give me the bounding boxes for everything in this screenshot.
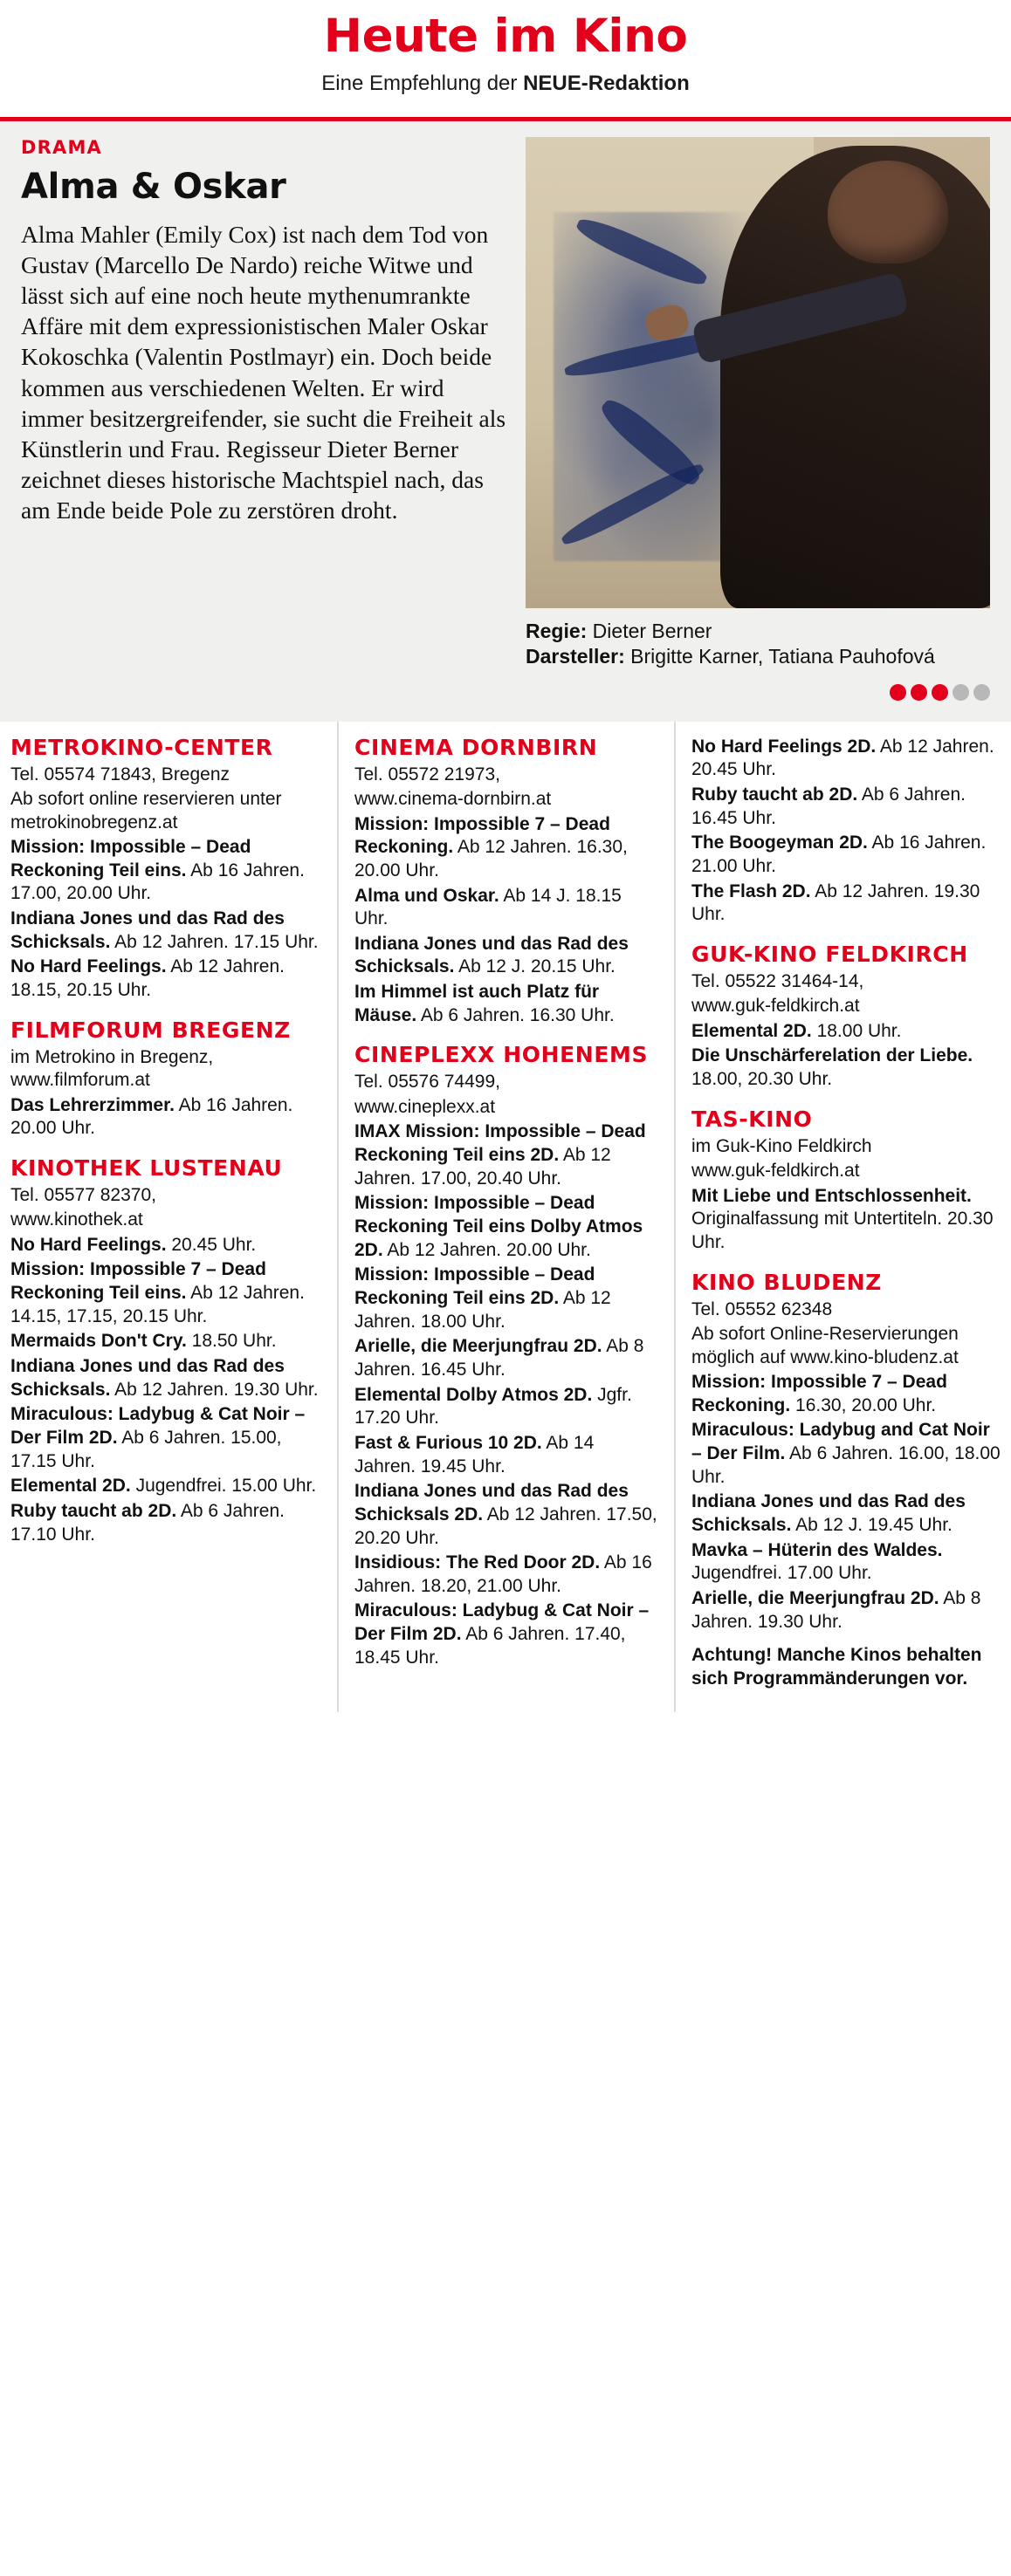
cinema-info: Tel. 05572 21973,	[354, 764, 500, 784]
film-listing	[354, 1264, 658, 1333]
film-title: Miraculous: Ladybug and Cat Noir – Der Film.	[691, 1420, 990, 1463]
cinema-info: www.kinothek.at	[10, 1209, 143, 1230]
film-showtimes: Originalfassung mit Untertiteln. 20.30 Uhr.	[691, 1209, 994, 1252]
film-listing	[354, 885, 658, 931]
cinema-info: www.guk-feldkirch.at	[691, 996, 860, 1017]
film-listing	[10, 1258, 321, 1328]
film-showtimes: Ab 12 J. 19.45 Uhr.	[791, 1514, 953, 1535]
feature-media-column	[526, 137, 990, 702]
film-listing	[354, 813, 658, 883]
film-showtimes: Ab 12 Jahren. 18.00 Uhr.	[354, 1287, 611, 1332]
rating-dot	[953, 684, 969, 701]
film-listing	[10, 836, 321, 906]
film-showtimes: Ab 14 J. 18.15 Uhr.	[354, 885, 622, 929]
film-showtimes: Ab 14 Jahren. 19.45 Uhr.	[354, 1432, 595, 1476]
film-listing	[10, 908, 321, 954]
film-listing	[691, 1419, 1001, 1489]
film-title: Im Himmel ist auch Platz für Mäuse.	[354, 982, 600, 1025]
film-listing	[10, 1500, 321, 1546]
cinema-info: Tel. 05574 71843, Bregenz	[10, 764, 230, 784]
film-title: Das Lehrerzimmer.	[10, 1094, 175, 1115]
feature-body: Alma Mahler (Emily Cox) ist nach dem Tod von Gustav (Marcello De Nardo) reiche Witwe und lässt sich auf eine noch heute mythenumrankte Affäre mit dem expressionistischen Maler Oskar Kokoschka (Valentin Postlmayr) ein. Doch beide kommen aus verschiedenen Welten. Er wird immer besitzergreifender, sie sucht die Freiheit als Künstlerin und Frau. Regisseur Dieter Berner zeichnet dieses historische Machtspiel nach, das am Ende beide Pole zu zerstören droht.	[21, 220, 506, 524]
film-listing	[691, 1020, 1001, 1044]
film-showtimes: Ab 6 Jahren. 16.45 Uhr.	[691, 784, 966, 828]
cinema-info: im Guk-Kino Feldkirch	[691, 1135, 872, 1156]
cinema-info: www.cineplexx.at	[354, 1096, 496, 1117]
cinema-info: im Metrokino in Bregenz, www.filmforum.at	[10, 1046, 214, 1091]
film-listing	[10, 1234, 321, 1257]
cinema-info: Tel. 05576 74499,	[354, 1072, 500, 1093]
film-showtimes: Ab 12 Jahren. 17.15 Uhr.	[110, 931, 319, 952]
film-title: Indiana Jones und das Rad des Schicksals 2D.	[354, 1481, 629, 1524]
feature-article	[0, 121, 1011, 722]
rating-dot	[890, 684, 906, 701]
film-listing	[691, 1185, 1001, 1255]
credits-cast-label: Darsteller:	[526, 645, 625, 668]
listings-column-2	[337, 722, 674, 1712]
cinema-info: Tel. 05552 62348	[691, 1298, 833, 1319]
film-listing	[10, 956, 321, 1002]
film-listing	[354, 1335, 658, 1381]
feature-title: Alma & Oskar	[21, 166, 286, 207]
cinema-name: CINEMA DORNBIRN	[354, 734, 598, 760]
film-showtimes: Ab 12 J. 20.15 Uhr.	[454, 956, 616, 977]
film-listing	[354, 1480, 658, 1550]
film-listing	[691, 880, 1001, 927]
film-title: No Hard Feelings.	[10, 1234, 167, 1255]
film-listing	[354, 1192, 658, 1262]
film-listing	[10, 1094, 321, 1141]
film-showtimes: Ab 12 Jahren. 19.30 Uhr.	[691, 880, 980, 925]
film-title: Elemental 2D.	[10, 1476, 131, 1497]
page-title: Heute im Kino	[323, 10, 688, 63]
film-showtimes: Jgfr. 17.20 Uhr.	[354, 1384, 632, 1428]
film-title: No Hard Feelings.	[10, 956, 167, 977]
masthead-subtitle	[0, 72, 1011, 96]
film-title: No Hard Feelings 2D.	[691, 736, 877, 757]
cinema-name: GUK-KINO FELDKIRCH	[691, 941, 968, 967]
film-listing	[354, 1600, 658, 1669]
film-title: Mission: Impossible 7 – Dead Reckoning Teil eins.	[10, 1259, 266, 1304]
film-showtimes: Jugendfrei. 17.00 Uhr.	[691, 1563, 872, 1584]
film-title: Die Unschärferelation der Liebe.	[691, 1045, 973, 1066]
cinema-name: FILMFORUM BREGENZ	[10, 1017, 291, 1043]
film-listing	[691, 1371, 1001, 1417]
cinema-info: Ab sofort Online-Reservierungen möglich auf www.kino-bludenz.at	[691, 1324, 959, 1367]
film-title: IMAX Mission: Impossible – Dead Reckoning Teil eins 2D.	[354, 1121, 646, 1166]
film-title: Mission: Impossible 7 – Dead Reckoning.	[691, 1372, 947, 1415]
film-showtimes: Ab 12 Jahren. 17.00, 20.40 Uhr.	[354, 1145, 611, 1189]
film-listing	[10, 1355, 321, 1401]
film-title: Miraculous: Ladybug & Cat Noir – Der Film 2D.	[10, 1404, 306, 1448]
film-title: Alma und Oskar.	[354, 885, 499, 906]
film-showtimes: Ab 16 Jahren. 17.00, 20.00 Uhr.	[10, 860, 305, 904]
rating-dots	[890, 684, 990, 701]
poster-head	[828, 161, 948, 264]
film-listing	[354, 1384, 658, 1430]
cinema-listings	[0, 722, 1011, 1712]
film-showtimes: Ab 6 Jahren. 17.40, 18.45 Uhr.	[354, 1624, 626, 1668]
film-showtimes: 18.50 Uhr.	[186, 1331, 277, 1352]
feature-text-column	[21, 137, 510, 702]
film-listing	[691, 784, 1001, 830]
film-listing	[354, 1120, 658, 1190]
credits-director-value: Dieter Berner	[587, 619, 712, 642]
credits-director	[526, 619, 990, 644]
film-showtimes: Ab 6 Jahren. 16.00, 18.00 Uhr.	[691, 1442, 1001, 1487]
film-listing	[691, 1587, 1001, 1634]
program-change-notice: Achtung! Manche Kinos behalten sich Programmänderungen vor.	[691, 1645, 982, 1689]
film-listing	[691, 736, 1001, 782]
feature-credits	[526, 619, 990, 702]
film-showtimes: Ab 16 Jahren. 21.00 Uhr.	[691, 832, 987, 876]
cinema-name: KINOTHEK LUSTENAU	[10, 1154, 283, 1181]
cinema-info: www.guk-feldkirch.at	[691, 1161, 860, 1182]
masthead	[0, 0, 1011, 105]
film-listing	[691, 1490, 1001, 1537]
film-still-image	[526, 137, 990, 608]
film-showtimes: Ab 8 Jahren. 16.45 Uhr.	[354, 1336, 644, 1380]
film-showtimes: 18.00, 20.30 Uhr.	[691, 1069, 833, 1090]
film-title: Miraculous: Ladybug & Cat Noir – Der Film 2D.	[354, 1600, 650, 1645]
film-title: Arielle, die Meerjungfrau 2D.	[691, 1587, 939, 1608]
film-title: Mission: Impossible – Dead Reckoning Teil eins 2D.	[354, 1264, 595, 1308]
rating-dot	[932, 684, 948, 701]
film-showtimes: Ab 12 Jahren. 16.30, 20.00 Uhr.	[354, 837, 628, 880]
film-listing	[691, 1045, 1001, 1091]
cinema-name: KINO BLUDENZ	[691, 1269, 883, 1295]
film-title: Mission: Impossible 7 – Dead Reckoning.	[354, 813, 610, 858]
film-title: Insidious: The Red Door 2D.	[354, 1552, 601, 1573]
film-title: Ruby taucht ab 2D.	[691, 784, 858, 805]
film-title: The Boogeyman 2D.	[691, 832, 868, 853]
film-listing	[691, 832, 1001, 878]
film-showtimes: 18.00 Uhr.	[811, 1020, 902, 1041]
film-title: Ruby taucht ab 2D.	[10, 1500, 177, 1521]
film-showtimes: Ab 12 Jahren. 14.15, 17.15, 20.15 Uhr.	[10, 1283, 305, 1326]
film-showtimes: Ab 8 Jahren. 19.30 Uhr.	[691, 1587, 981, 1632]
credits-cast-value: Brigitte Karner, Tatiana Pauhofová	[624, 645, 935, 668]
film-showtimes: Ab 12 Jahren. 20.45 Uhr.	[691, 736, 994, 780]
cinema-info: www.cinema-dornbirn.at	[354, 789, 552, 810]
credits-cast	[526, 644, 990, 669]
film-showtimes: Ab 6 Jahren. 16.30 Uhr.	[416, 1004, 615, 1025]
film-title: Arielle, die Meerjungfrau 2D.	[354, 1336, 602, 1357]
film-title: Indiana Jones und das Rad des Schicksals.	[354, 933, 629, 977]
film-title: Elemental 2D.	[691, 1020, 812, 1041]
film-showtimes: Ab 16 Jahren. 18.20, 21.00 Uhr.	[354, 1552, 652, 1596]
film-title: Mission: Impossible – Dead Reckoning Teil eins.	[10, 837, 251, 880]
film-showtimes: Ab 16 Jahren. 20.00 Uhr.	[10, 1094, 293, 1139]
film-title: The Flash 2D.	[691, 880, 811, 901]
film-listing	[354, 933, 658, 979]
film-listing	[354, 981, 658, 1027]
film-listing	[10, 1475, 321, 1498]
film-title: Mermaids Don't Cry.	[10, 1331, 187, 1352]
cinema-info: Tel. 05522 31464-14,	[691, 970, 864, 991]
film-showtimes: 20.45 Uhr.	[166, 1234, 257, 1255]
film-showtimes: Ab 12 Jahren. 19.30 Uhr.	[110, 1379, 319, 1400]
film-title: Mit Liebe und Entschlossenheit.	[691, 1185, 972, 1206]
film-showtimes: Ab 6 Jahren. 17.10 Uhr.	[10, 1500, 285, 1545]
film-showtimes: Jugendfrei. 15.00 Uhr.	[130, 1476, 317, 1497]
cinema-name: METROKINO-CENTER	[10, 734, 273, 760]
cinema-info: Ab sofort online reservieren unter metrokinobregenz.at	[10, 789, 282, 832]
film-listing	[354, 1552, 658, 1598]
cinema-info: Tel. 05577 82370,	[10, 1184, 156, 1205]
listings-column-3	[674, 722, 1011, 1712]
credits-director-label: Regie:	[526, 619, 588, 642]
film-showtimes: 16.30, 20.00 Uhr.	[790, 1394, 937, 1415]
film-title: Indiana Jones und das Rad des Schicksals.	[10, 908, 285, 952]
film-showtimes: Ab 12 Jahren. 20.00 Uhr.	[382, 1239, 591, 1260]
film-showtimes: Ab 6 Jahren. 15.00, 17.15 Uhr.	[10, 1427, 282, 1471]
feature-kicker: DRAMA	[21, 136, 103, 158]
masthead-subtitle-bold: NEUE-Redaktion	[523, 71, 690, 95]
film-showtimes: Ab 12 Jahren. 18.15, 20.15 Uhr.	[10, 956, 285, 1000]
film-title: Indiana Jones und das Rad des Schicksals.	[691, 1491, 966, 1535]
listings-column-1	[0, 722, 337, 1712]
masthead-subtitle-pre: Eine Empfehlung der	[321, 71, 524, 95]
film-title: Indiana Jones und das Rad des Schicksals.	[10, 1356, 285, 1400]
film-title: Mission: Impossible – Dead Reckoning Teil eins Dolby Atmos 2D.	[354, 1193, 643, 1260]
film-showtimes: Ab 12 Jahren. 17.50, 20.20 Uhr.	[354, 1504, 657, 1548]
cinema-name: CINEPLEXX HOHENEMS	[354, 1042, 649, 1068]
film-listing	[10, 1330, 321, 1353]
cinema-name: TAS-KINO	[691, 1106, 813, 1132]
rating-dot	[911, 684, 927, 701]
film-title: Fast & Furious 10 2D.	[354, 1432, 542, 1453]
film-listing	[354, 1432, 658, 1478]
film-title: Mavka – Hüterin des Waldes.	[691, 1539, 943, 1560]
film-title: Elemental Dolby Atmos 2D.	[354, 1384, 593, 1405]
rating-dot	[973, 684, 990, 701]
film-listing	[691, 1539, 1001, 1586]
film-listing	[10, 1403, 321, 1473]
